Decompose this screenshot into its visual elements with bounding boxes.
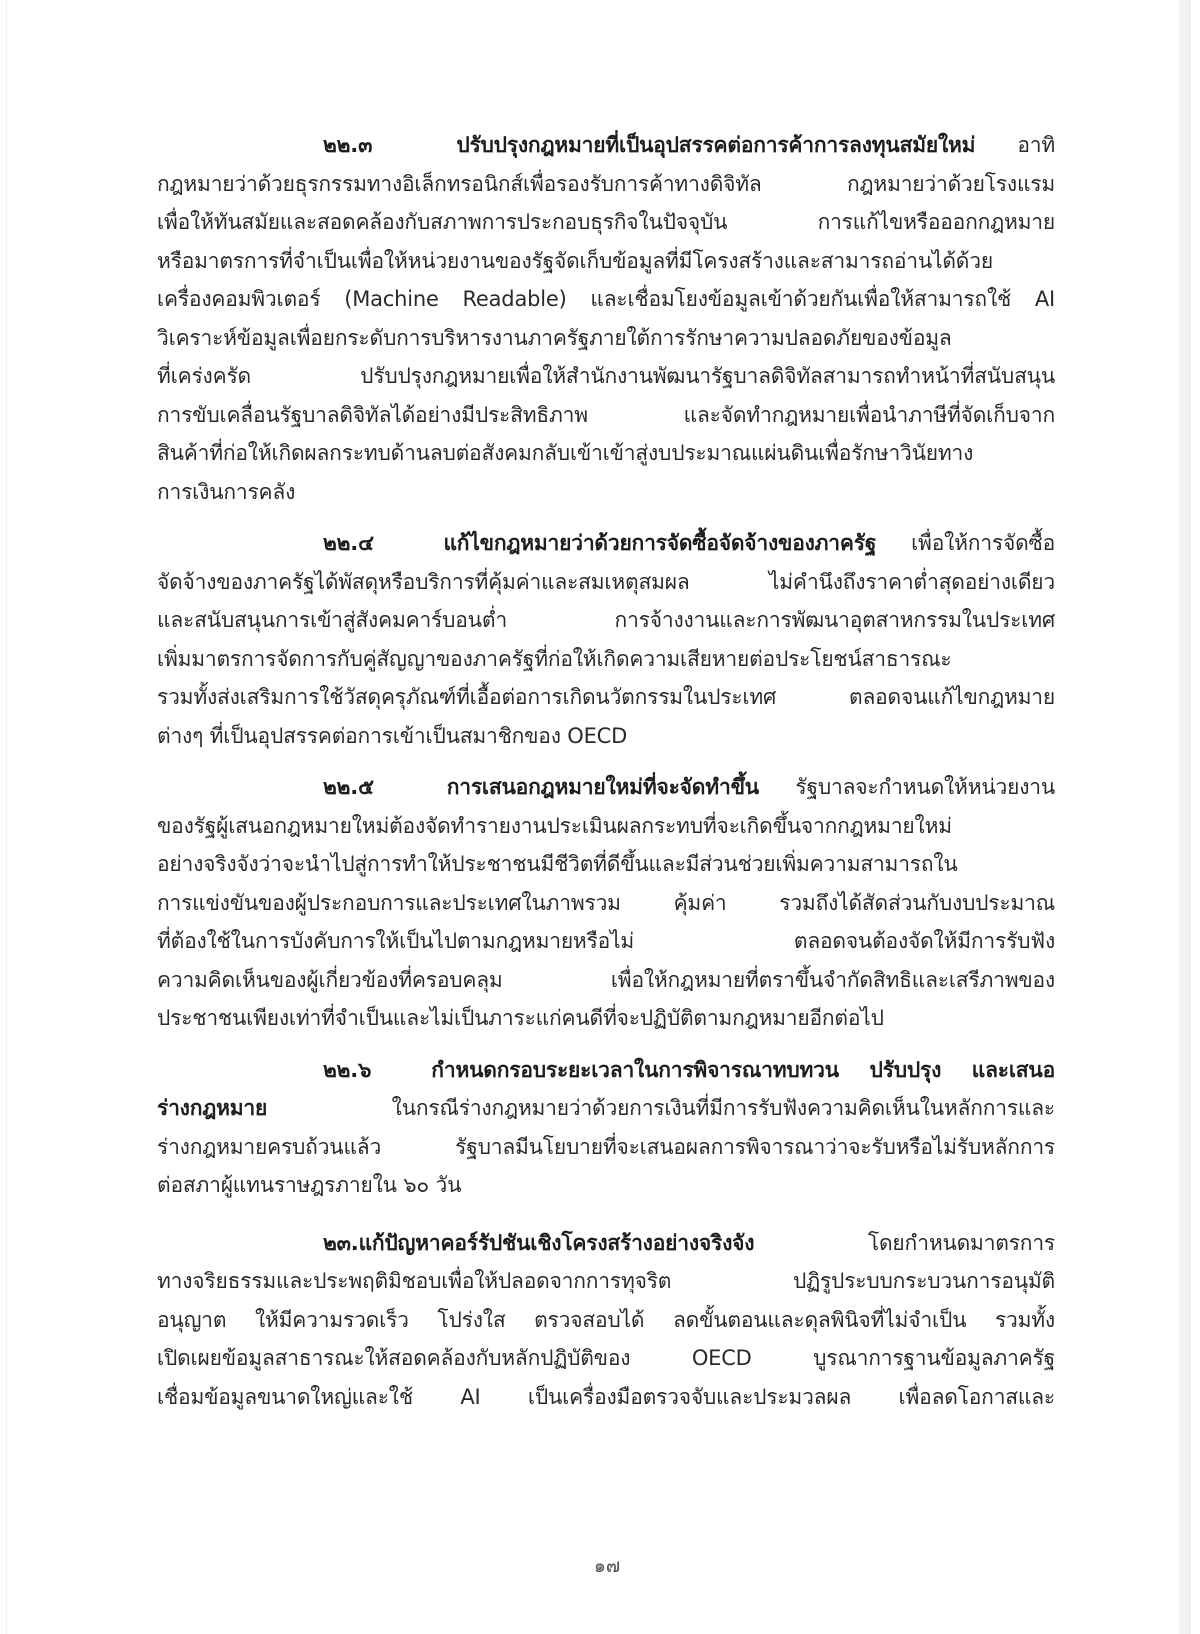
paragraph-gap: [157, 1205, 1055, 1224]
document-body: [157, 126, 1055, 1416]
section-lead-text: โดยกำหนดมาตรการ: [867, 1230, 1055, 1255]
section-heading: การเสนอกฎหมายใหม่ที่จะจัดทำขึ้น: [446, 775, 759, 799]
page-edge-shadow: [1179, 0, 1191, 1634]
section-first-line: [157, 1224, 1055, 1263]
section-number: ๒๒.๔: [323, 531, 374, 555]
body-line: รวมทั้งส่งเสริมการใช้วัสดุครุภัณฑ์ที่เอื้อต่อการเกิดนวัตกรรมในประเทศ ตลอดจนแก้ไขกฎหมาย: [157, 685, 1055, 709]
section-number: ๒๒.๖: [323, 1057, 372, 1082]
section-heading-continued: ร่างกฎหมาย: [157, 1096, 268, 1120]
section-lead-text: ในกรณีร่างกฎหมายว่าด้วยการเงินที่มีการรับฟังความคิดเห็นในหลักการและ: [391, 1096, 1055, 1120]
body-line: เชื่อมข้อมูลขนาดใหญ่และใช้ AI เป็นเครื่องมือตรวจจับและประมวลผล เพื่อลดโอกาสและ: [157, 1384, 1055, 1409]
body-line: ประชาชนเพียงเท่าที่จำเป็นและไม่เป็นภาระแก่คนดีที่จะปฏิบัติตามกฎหมายอีกต่อไป: [157, 1006, 884, 1030]
section-lead-text: อาทิ: [1017, 133, 1056, 157]
section-first-line: [157, 1051, 1055, 1090]
body-line: จัดจ้างของภาครัฐได้พัสดุหรือบริการที่คุ้มค่าและสมเหตุสมผล ไม่คำนึงถึงราคาต่ำสุดอย่างเดียว: [157, 569, 1055, 594]
section-heading: ปรับปรุงกฎหมายที่เป็นอุปสรรคต่อการค้าการลงทุนสมัยใหม่: [456, 133, 976, 157]
section-first-line: [157, 524, 1055, 563]
body-line: อย่างจริงจังว่าจะนำไปสู่การทำให้ประชาชนมีชีวิตที่ดีขึ้นและมีส่วนช่วยเพิ่มความสามารถใน: [157, 852, 958, 876]
body-line: การแข่งขันของผู้ประกอบการและประเทศในภาพรวม คุ้มค่า รวมถึงได้สัดส่วนกับงบประมาณ: [157, 890, 1055, 915]
body-line: ที่ต้องใช้ในการบังคับการให้เป็นไปตามกฎหมายหรือไม่ ตลอดจนต้องจัดให้มีการรับฟัง: [157, 929, 1055, 953]
page-number: ๑๗: [593, 1555, 621, 1577]
body-line: ต่อสภาผู้แทนราษฎรภายใน ๖๐ วัน: [157, 1173, 462, 1197]
section-heading: กำหนดกรอบระยะเวลาในการพิจารณาทบทวน ปรับปรุง และเสนอ: [431, 1057, 1055, 1082]
body-line: ของรัฐผู้เสนอกฎหมายใหม่ต้องจัดทำรายงานประเมินผลกระทบที่จะเกิดขึ้นจากกฎหมายใหม่: [157, 813, 952, 838]
section-heading: แก้ไขกฎหมายว่าด้วยการจัดซื้อจัดจ้างของภาครัฐ: [443, 531, 877, 555]
body-line: ความคิดเห็นของผู้เกี่ยวข้องที่ครอบคลุม เพื่อให้กฎหมายที่ตราขึ้นจำกัดสิทธิและเสรีภาพของ: [157, 967, 1055, 992]
body-line: ต่างๆ ที่เป็นอุปสรรคต่อการเข้าเป็นสมาชิกของ OECD: [157, 723, 628, 748]
body-line: เปิดเผยข้อมูลสาธารณะให้สอดคล้องกับหลักปฏิบัติของ OECD บูรณาการฐานข้อมูลภาครัฐ: [157, 1346, 1055, 1370]
section-22-6: [157, 1051, 1055, 1205]
paragraph-gap: [157, 511, 1055, 524]
section-lead-text: รัฐบาลจะกำหนดให้หน่วยงาน: [795, 775, 1055, 799]
body-line: ที่เคร่งครัด ปรับปรุงกฎหมายเพื่อให้สำนักงานพัฒนารัฐบาลดิจิทัลสามารถทำหน้าที่สนับสนุน: [157, 364, 1055, 388]
body-line: เครื่องคอมพิวเตอร์ (Machine Readable) และเชื่อมโยงข้อมูลเข้าด้วยกันเพื่อให้สามารถใช้ AI: [157, 287, 1055, 311]
section-22-4: [157, 524, 1055, 755]
paragraph-gap: [157, 755, 1055, 768]
section-22-3: [157, 126, 1055, 511]
body-line: การเงินการคลัง: [157, 479, 296, 504]
body-line: เพิ่มมาตรการจัดการกับคู่สัญญาของภาครัฐที่ก่อให้เกิดความเสียหายต่อประโยชน์สาธารณะ: [157, 646, 952, 671]
section-number: ๒๒.๓: [323, 133, 373, 157]
section-23: [157, 1224, 1055, 1417]
section-number: ๒๓.: [323, 1230, 359, 1255]
section-number: ๒๒.๕: [323, 775, 374, 799]
body-line: หรือมาตรการที่จำเป็นเพื่อให้หน่วยงานของรัฐจัดเก็บข้อมูลที่มีโครงสร้างและสามารถอ่านได้ด้วย: [157, 248, 993, 273]
body-line: ร่างกฎหมายครบถ้วนแล้ว รัฐบาลมีนโยบายที่จะเสนอผลการพิจารณาว่าจะรับหรือไม่รับหลักการ: [157, 1134, 1055, 1159]
section-first-line: [157, 126, 1055, 165]
paragraph-gap: [157, 1038, 1055, 1051]
body-line: การขับเคลื่อนรัฐบาลดิจิทัลได้อย่างมีประสิทธิภาพ และจัดทำกฎหมายเพื่อนำภาษีที่จัดเก็บจาก: [157, 402, 1055, 427]
section-lead-text: เพื่อให้การจัดซื้อ: [911, 531, 1056, 555]
body-line: และสนับสนุนการเข้าสู่สังคมคาร์บอนต่ำ การจ้างงานและการพัฒนาอุตสาหกรรมในประเทศ: [157, 608, 1055, 632]
section-second-line: [157, 1089, 1055, 1128]
body-line: สินค้าที่ก่อให้เกิดผลกระทบด้านลบต่อสังคมกลับเข้าเข้าสู่งบประมาณแผ่นดินเพื่อรักษาวินัยทาง: [157, 441, 974, 465]
body-line: กฎหมายว่าด้วยธุรกรรมทางอิเล็กทรอนิกส์เพื่อรองรับการค้าทางดิจิทัล กฎหมายว่าด้วยโรงแรม: [157, 171, 1055, 196]
body-line: เพื่อให้ทันสมัยและสอดคล้องกับสภาพการประกอบธุรกิจในปัจจุบัน การแก้ไขหรือออกกฎหมาย: [157, 210, 1055, 234]
document-page: [6, 0, 1191, 1634]
body-line: วิเคราะห์ข้อมูลเพื่อยกระดับการบริหารงานภาครัฐภายใต้การรักษาความปลอดภัยของข้อมูล: [157, 325, 952, 350]
section-heading: แก้ปัญหาคอร์รัปชันเชิงโครงสร้างอย่างจริงจัง: [358, 1230, 755, 1255]
body-line: ทางจริยธรรมและประพฤติมิชอบเพื่อให้ปลอดจากการทุจริต ปฏิรูประบบกระบวนการอนุมัติ: [157, 1269, 1055, 1293]
section-22-5: [157, 768, 1055, 1038]
body-line: อนุญาต ให้มีความรวดเร็ว โปร่งใส ตรวจสอบได้ ลดขั้นตอนและดุลพินิจที่ไม่จำเป็น รวมทั้ง: [157, 1307, 1055, 1332]
section-first-line: [157, 768, 1055, 807]
